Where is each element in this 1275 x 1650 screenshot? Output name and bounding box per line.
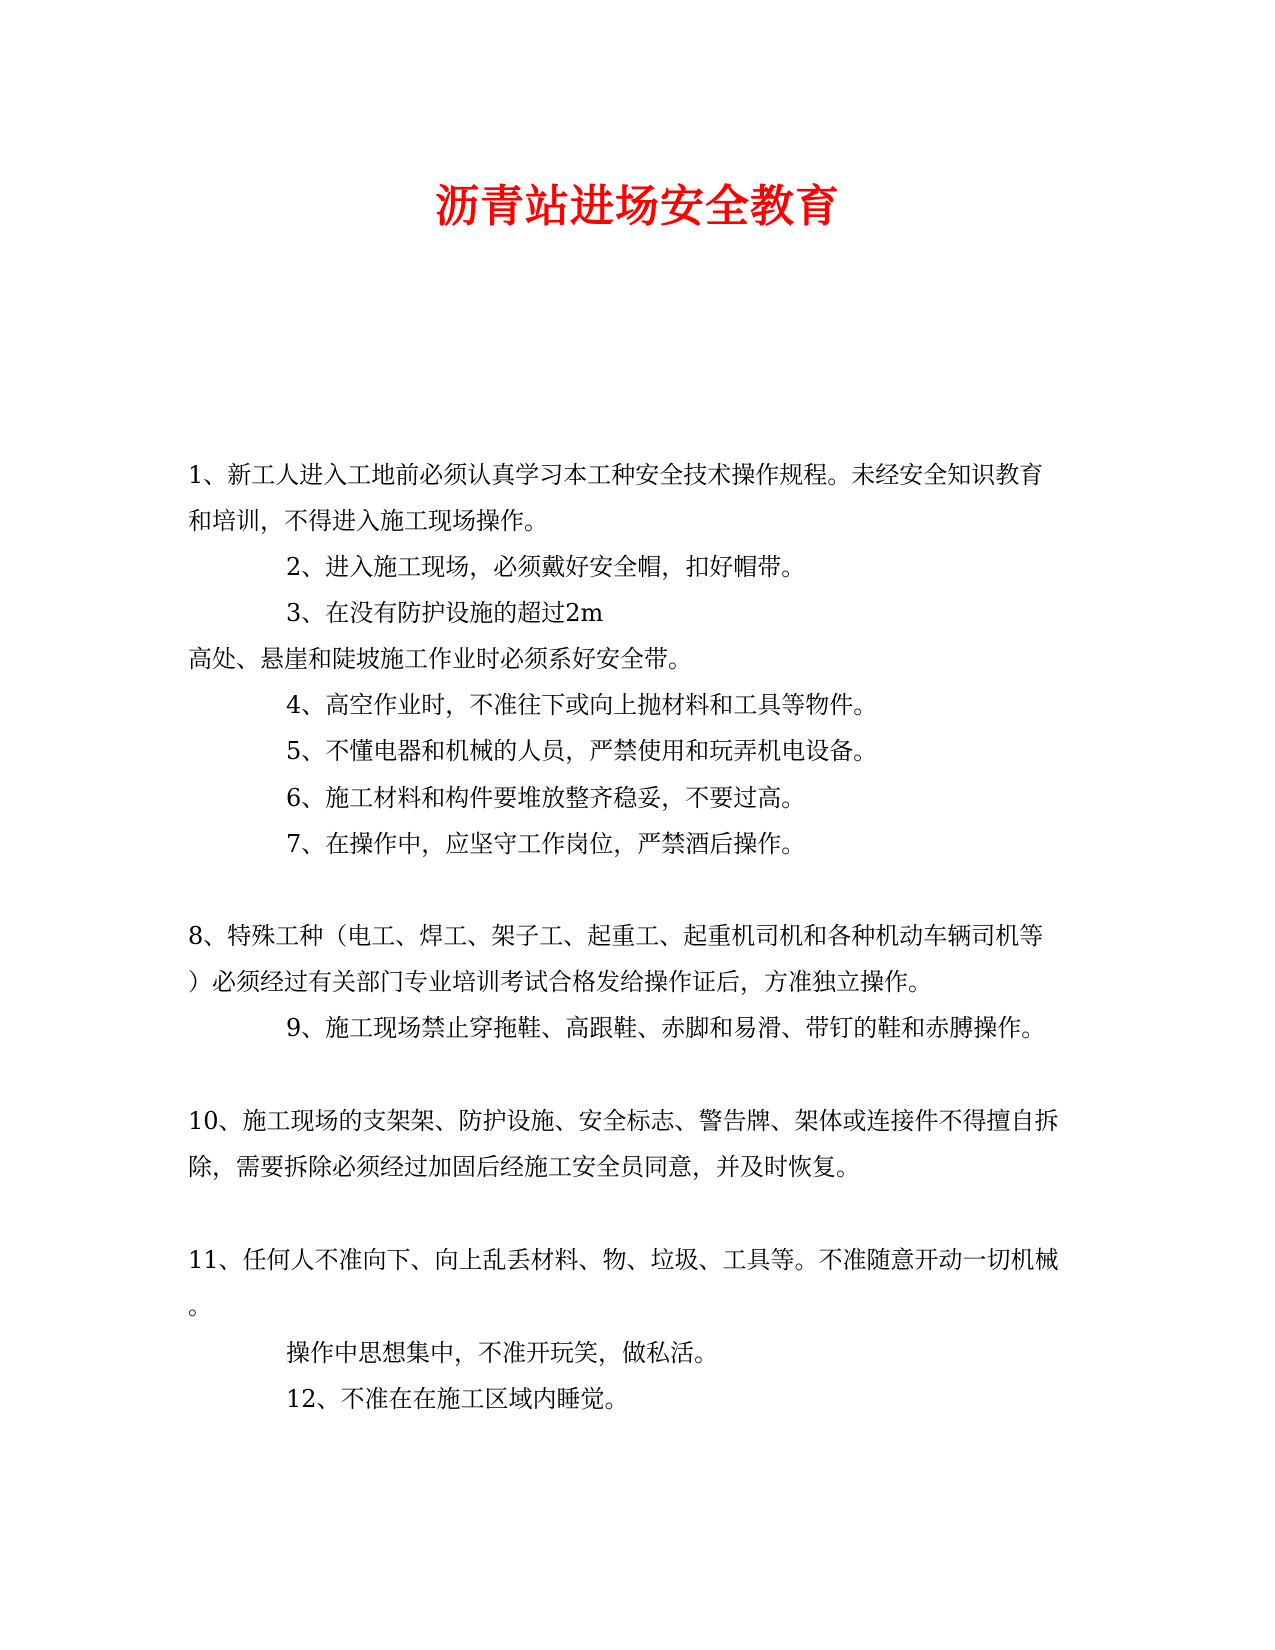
rule-9: 9、施工现场禁止穿拖鞋、高跟鞋、赤脚和易滑、带钉的鞋和赤膊操作。 [286,1014,1046,1042]
rule-4: 4、高空作业时，不准往下或向上抛材料和工具等物件。 [286,691,878,719]
rule-8-line-1: 8、特殊工种（电工、焊工、架子工、起重工、起重机司机和各种机动车辆司机等 [188,922,1044,950]
rule-5: 5、不懂电器和机械的人员，严禁使用和玩弄机电设备。 [286,737,878,765]
rule-3-line-1: 3、在没有防护设施的超过2m [286,599,604,627]
rule-12: 12、不准在在施工区域内睡觉。 [286,1385,629,1413]
rule-1-line-2: 和培训，不得进入施工现场操作。 [188,507,548,535]
rule-10-line-1: 10、施工现场的支架架、防护设施、安全标志、警告牌、架体或连接件不得擅自拆 [188,1107,1059,1135]
rule-11-line-1: 11、任何人不准向下、向上乱丢材料、物、垃圾、工具等。不准随意开动一切机械 [188,1246,1059,1274]
rule-8-line-2: ）必须经过有关部门专业培训考试合格发给操作证后，方准独立操作。 [188,968,932,996]
document-title: 沥青站进场安全教育 [435,181,840,232]
rule-6: 6、施工材料和构件要堆放整齐稳妥，不要过高。 [286,784,806,812]
rule-10-line-2: 除，需要拆除必须经过加固后经施工安全员同意，并及时恢复。 [188,1153,860,1181]
rule-11-line-3: 操作中思想集中，不准开玩笑，做私活。 [286,1339,718,1367]
rule-11-line-2: 。 [188,1292,212,1320]
rule-1-line-1: 1、新工人进入工地前必须认真学习本工种安全技术操作规程。未经安全知识教育 [188,461,1044,489]
rule-2: 2、进入施工现场，必须戴好安全帽，扣好帽带。 [286,553,806,581]
rule-3-line-2: 高处、悬崖和陡坡施工作业时必须系好安全带。 [188,645,692,673]
rule-7: 7、在操作中，应坚守工作岗位，严禁酒后操作。 [286,830,806,858]
